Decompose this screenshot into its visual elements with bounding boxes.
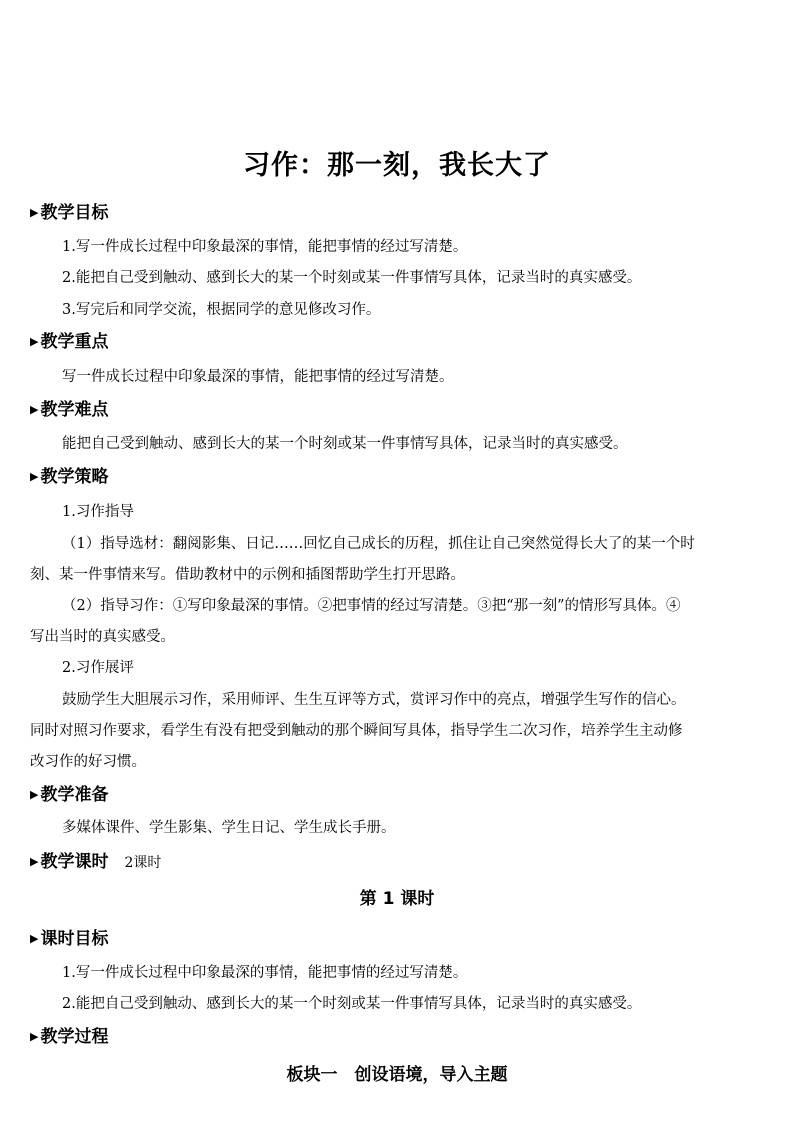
goal-item: 2.能把自己受到触动、感到长大的某一个时刻或某一件事情写具体，记录当时的真实感受。 — [62, 270, 642, 286]
strategy-paragraph: （1）指导选材：翻阅影集、日记……回忆自己成长的历程，抓住让自己突然觉得长大了的某一个时 — [62, 536, 695, 552]
strategy-sub1: 1.习作指导 — [62, 504, 134, 520]
heading-strategy: ▶ 教学策略 — [30, 467, 109, 487]
strategy-sub2: 2.习作展评 — [62, 660, 134, 676]
triangle-right-icon: ▶ — [30, 1030, 39, 1043]
heading-periods: ▶ 教学课时 2课时 — [30, 852, 162, 872]
heading-lesson-goals: ▶ 课时目标 — [30, 929, 109, 949]
goal-item: 3.写完后和同学交流，根据同学的意见修改习作。 — [62, 302, 381, 318]
block-title: 板块一 创设语境，导入主题 — [286, 1065, 508, 1085]
strategy-paragraph: 刻、某一件事情来写。借助教材中的示例和插图帮助学生打开思路。 — [30, 567, 465, 583]
lesson-goal-item: 2.能把自己受到触动、感到长大的某一个时刻或某一件事情写具体，记录当时的真实感受。 — [62, 996, 642, 1012]
page-title: 习作：那一刻，我长大了 — [243, 150, 551, 181]
triangle-right-icon: ▶ — [30, 335, 39, 348]
preparation-text: 多媒体课件、学生影集、学生日记、学生成长手册。 — [62, 820, 396, 836]
heading-preparation: ▶ 教学准备 — [30, 785, 109, 805]
triangle-right-icon: ▶ — [30, 788, 39, 801]
heading-difficulties: ▶ 教学难点 — [30, 400, 109, 420]
triangle-right-icon: ▶ — [30, 932, 39, 945]
difficulties-text: 能把自己受到触动、感到长大的某一个时刻或某一件事情写具体，记录当时的真实感受。 — [62, 436, 628, 452]
strategy-paragraph: 改习作的好习惯。 — [30, 754, 146, 770]
triangle-right-icon: ▶ — [30, 403, 39, 416]
lesson-title: 第 1 课时 — [359, 889, 435, 909]
strategy-paragraph: （2）指导习作：①写印象最深的事情。②把事情的经过写清楚。③把“那一刻”的情形写具体。④ — [62, 598, 681, 614]
heading-key-points: ▶ 教学重点 — [30, 332, 109, 352]
goal-item: 1.写一件成长过程中印象最深的事情，能把事情的经过写清楚。 — [62, 239, 468, 255]
lesson-goal-item: 1.写一件成长过程中印象最深的事情，能把事情的经过写清楚。 — [62, 965, 468, 981]
key-points-text: 写一件成长过程中印象最深的事情，能把事情的经过写清楚。 — [62, 369, 454, 385]
strategy-paragraph: 同时对照习作要求，看学生有没有把受到触动的那个瞬间写具体，指导学生二次习作，培养学生主动修 — [30, 723, 683, 739]
strategy-paragraph: 写出当时的真实感受。 — [30, 629, 175, 645]
triangle-right-icon: ▶ — [30, 206, 39, 219]
triangle-right-icon: ▶ — [30, 855, 39, 868]
triangle-right-icon: ▶ — [30, 470, 39, 483]
periods-value: 2课时 — [124, 855, 162, 871]
heading-process: ▶ 教学过程 — [30, 1027, 109, 1047]
strategy-paragraph: 鼓励学生大胆展示习作，采用师评、生生互评等方式，赏评习作中的亮点，增强学生写作的信心。 — [62, 692, 686, 708]
heading-goals: ▶ 教学目标 — [30, 203, 109, 223]
